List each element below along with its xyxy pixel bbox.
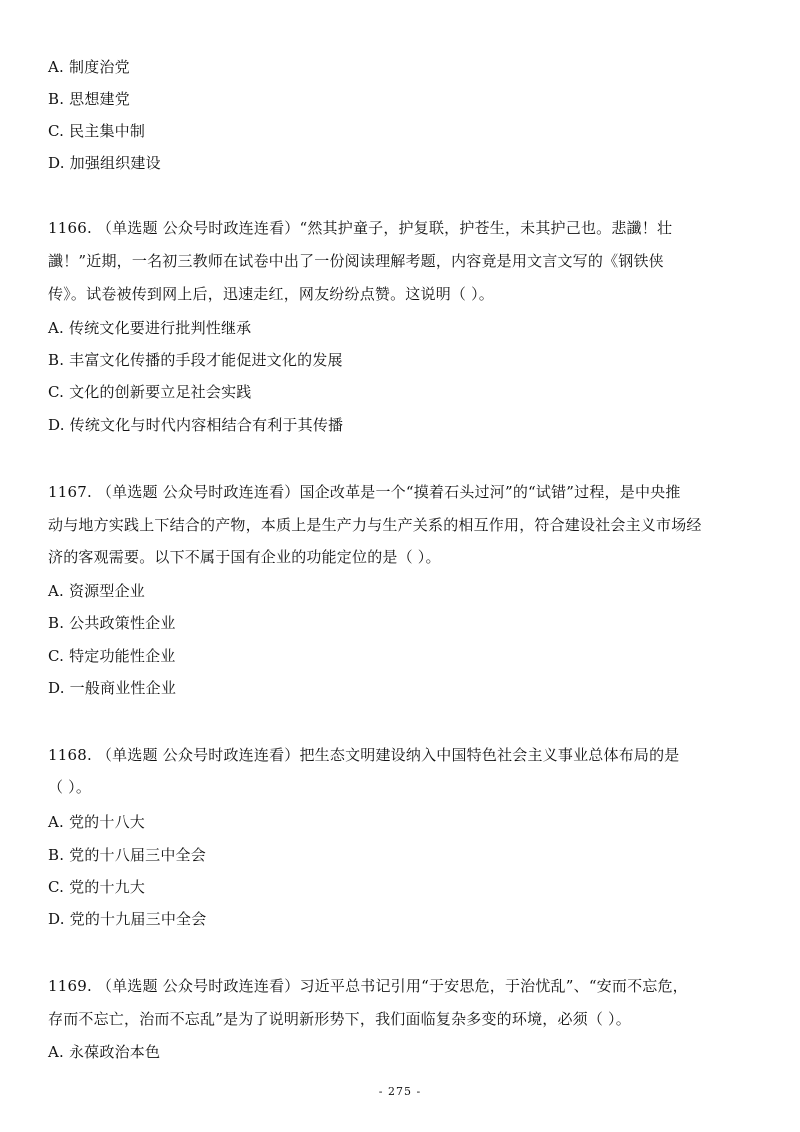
- question-1167-option-d: D. 一般商业性企业: [48, 679, 177, 697]
- question-1167-stem-line-1: 1167. （单选题 公众号时政连连看）国企改革是一个“摸着石头过河”的“试错”过程，是中央推: [48, 483, 681, 501]
- question-1168-stem-line-1: 1168. （单选题 公众号时政连连看）把生态文明建设纳入中国特色社会主义事业总体布局的是: [48, 746, 680, 764]
- question-1166-stem-line-2: 讖！”近期，一名初三教师在试卷中出了一份阅读理解考题，内容竟是用文言文写的《钢铁侠: [48, 252, 664, 270]
- question-1167-option-b: B. 公共政策性企业: [48, 614, 176, 632]
- question-1168-option-d: D. 党的十九届三中全会: [48, 910, 207, 928]
- page-number: - 275 -: [378, 1085, 422, 1098]
- question-1167-option-c: C. 特定功能性企业: [48, 647, 176, 665]
- question-1166-option-c: C. 文化的创新要立足社会实践: [48, 383, 252, 401]
- question-1166-option-b: B. 丰富文化传播的手段才能促进文化的发展: [48, 351, 343, 369]
- prev-question-option-d: D. 加强组织建设: [48, 154, 161, 172]
- question-1168-option-a: A. 党的十八大: [48, 813, 145, 831]
- question-1167-option-a: A. 资源型企业: [48, 582, 145, 600]
- question-1168-option-c: C. 党的十九大: [48, 878, 146, 896]
- question-1169-stem-line-2: 存而不忘亡，治而不忘乱”是为了说明新形势下，我们面临复杂多变的环境，必须（ ）。: [48, 1010, 631, 1028]
- question-1169-option-a: A. 永葆政治本色: [48, 1043, 161, 1061]
- question-1166-stem-line-1: 1166. （单选题 公众号时政连连看）“然其护童子，护复联，护苍生，未其护己也。悲讖！壮: [48, 219, 673, 237]
- question-1167-stem-line-3: 济的客观需要。以下不属于国有企业的功能定位的是（ ）。: [48, 548, 441, 566]
- question-1166-option-a: A. 传统文化要进行批判性继承: [48, 319, 252, 337]
- question-1169-stem-line-1: 1169. （单选题 公众号时政连连看）习近平总书记引用“于安思危，于治忧乱”、“安而不忘危，: [48, 977, 688, 995]
- prev-question-option-a: A. 制度治党: [48, 58, 130, 76]
- prev-question-option-b: B. 思想建党: [48, 90, 130, 108]
- prev-question-option-c: C. 民主集中制: [48, 122, 146, 140]
- question-1166-stem-line-3: 传》。试卷被传到网上后，迅速走红，网友纷纷点赞。这说明（ ）。: [48, 285, 494, 303]
- question-1166-option-d: D. 传统文化与时代内容相结合有利于其传播: [48, 416, 344, 434]
- question-1168-option-b: B. 党的十八届三中全会: [48, 846, 206, 864]
- question-1168-stem-line-2: （ ）。: [48, 778, 92, 796]
- question-1167-stem-line-2: 动与地方实践上下结合的产物，本质上是生产力与生产关系的相互作用，符合建设社会主义市场经: [48, 516, 702, 534]
